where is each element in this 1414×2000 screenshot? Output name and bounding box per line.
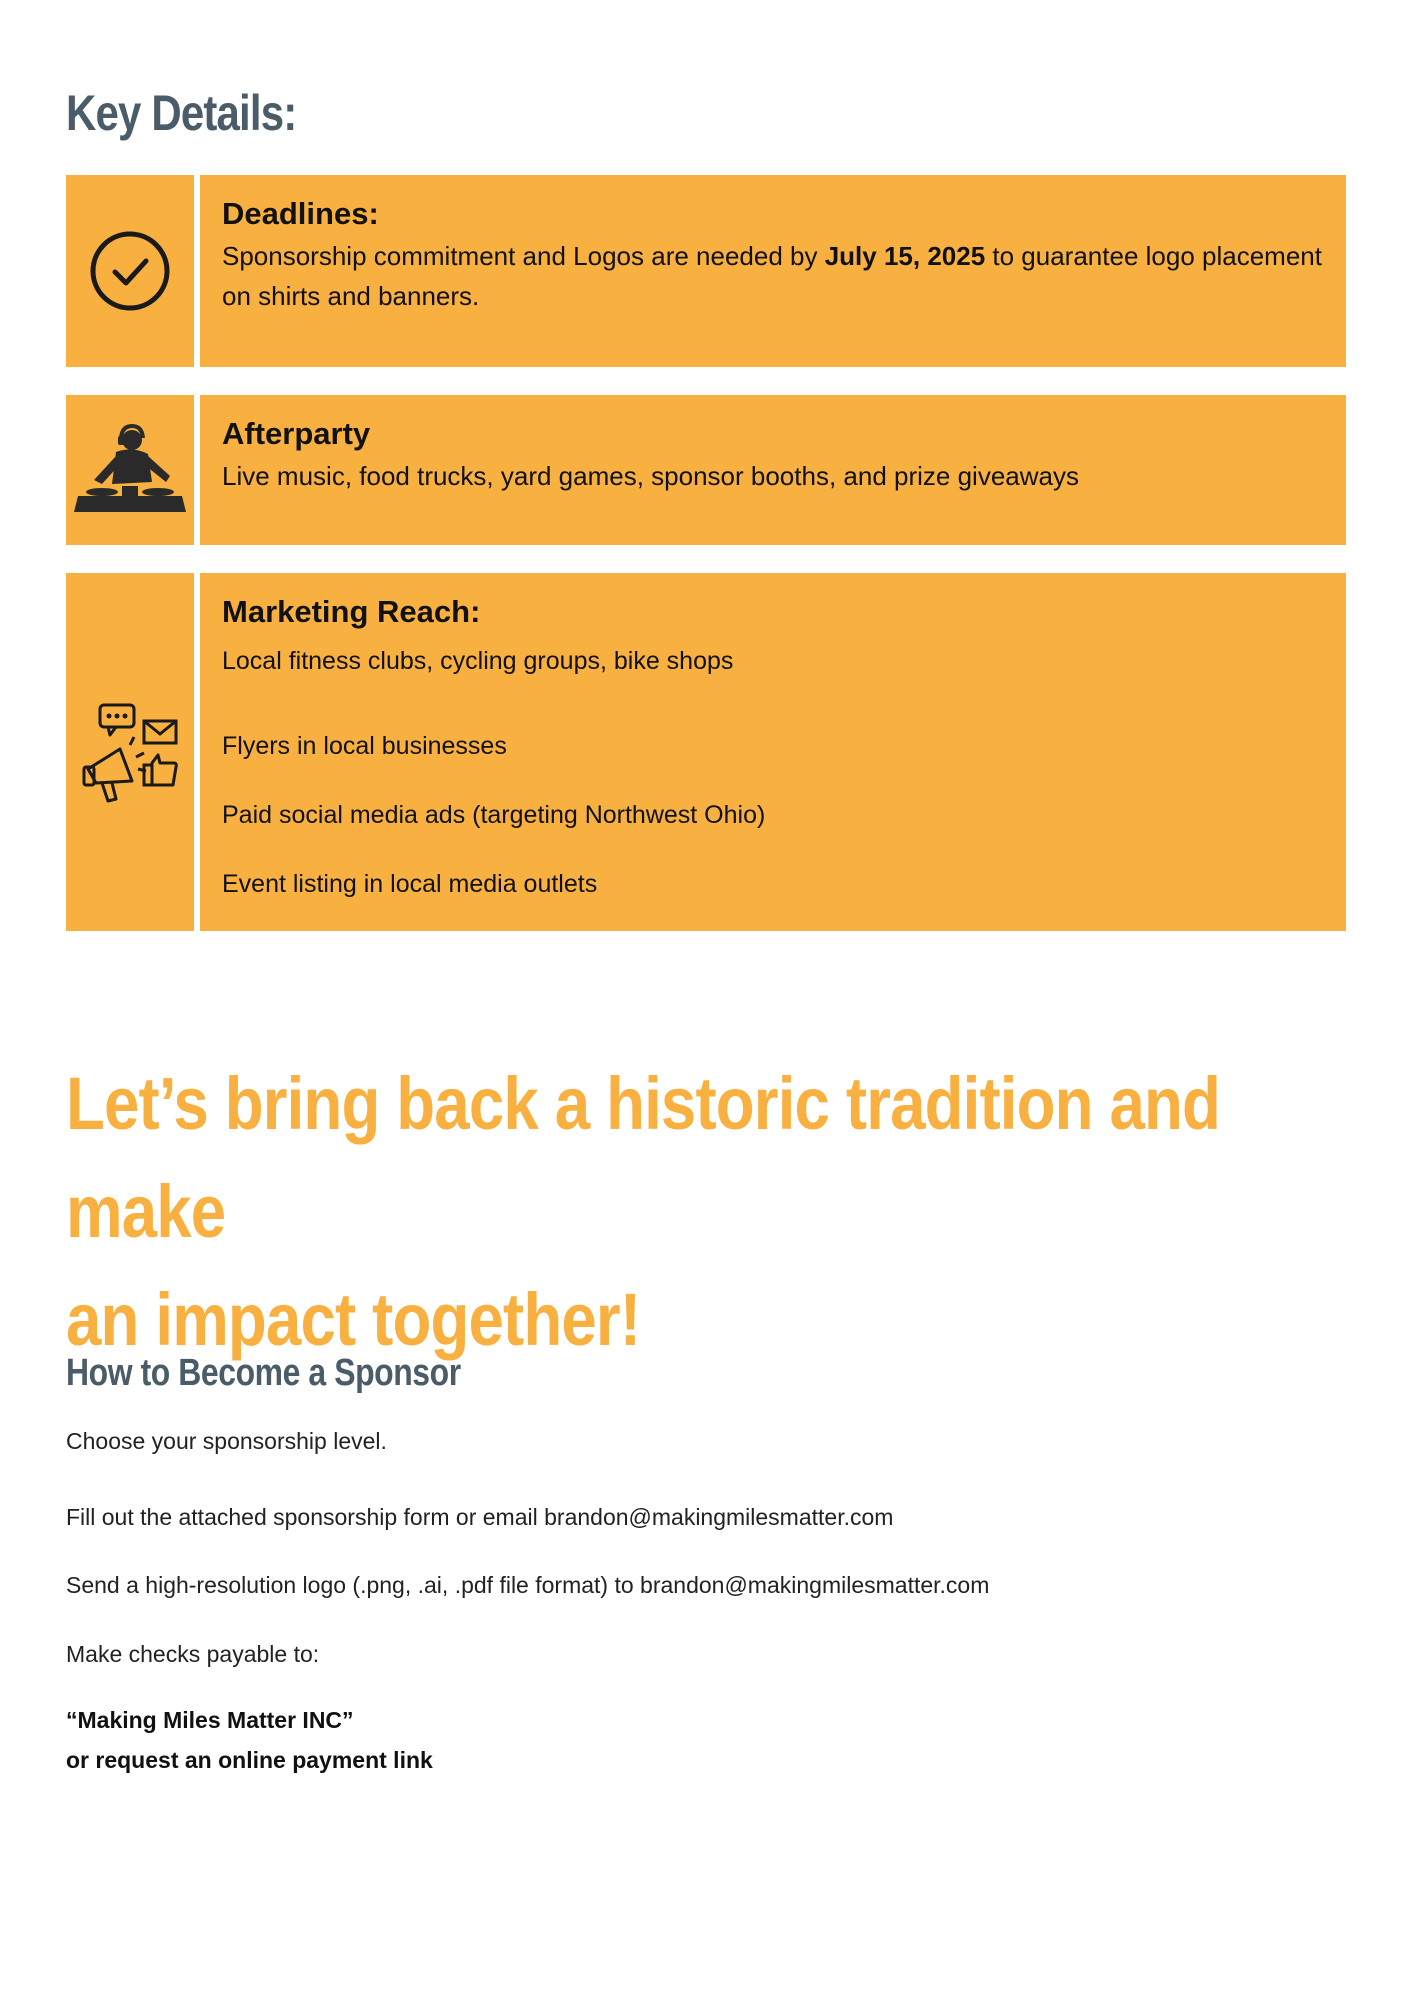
payment-link-note: or request an online payment link bbox=[66, 1747, 433, 1773]
marketing-row bbox=[66, 573, 1346, 931]
cta-line-2: an impact together! bbox=[66, 1278, 641, 1361]
step-item: Send a high-resolution logo (.png, .ai, .pdf file format) to brandon@makingmilesmatter.com bbox=[66, 1572, 990, 1598]
afterparty-title: Afterparty bbox=[222, 416, 371, 451]
deadlines-text-box bbox=[200, 175, 1346, 367]
deadlines-title: Deadlines: bbox=[222, 196, 379, 231]
afterparty-icon-box bbox=[66, 395, 194, 545]
marketing-item: Flyers in local businesses bbox=[222, 732, 507, 760]
check-circle-icon bbox=[88, 229, 172, 313]
marketing-item: Local fitness clubs, cycling groups, bike shops bbox=[222, 647, 734, 675]
afterparty-row bbox=[66, 395, 1346, 545]
deadlines-body bbox=[222, 236, 1324, 316]
step-item: Make checks payable to: bbox=[66, 1641, 320, 1667]
call-to-action-heading bbox=[66, 1050, 1356, 1374]
marketing-title: Marketing Reach: bbox=[222, 594, 481, 629]
deadline-date: July 15, 2025 bbox=[824, 241, 986, 272]
payee-info bbox=[66, 1700, 433, 1780]
deadlines-icon-box bbox=[66, 175, 194, 367]
step-item: Fill out the attached sponsorship form or email brandon@makingmilesmatter.com bbox=[66, 1504, 894, 1530]
marketing-item: Event listing in local media outlets bbox=[222, 870, 598, 898]
how-to-heading: How to Become a Sponsor bbox=[66, 1352, 461, 1394]
afterparty-body: Live music, food trucks, yard games, sponsor booths, and prize giveaways bbox=[222, 461, 1079, 492]
key-details-heading: Key Details: bbox=[66, 85, 297, 141]
deadlines-body-end: to guarantee logo placement on shirts and banners. bbox=[222, 241, 1322, 312]
marketing-text-box bbox=[200, 573, 1346, 931]
dj-icon bbox=[72, 422, 188, 518]
cta-line-1: Let’s bring back a historic tradition and make bbox=[66, 1062, 1221, 1253]
marketing-item: Paid social media ads (targeting Northwest Ohio) bbox=[222, 801, 766, 829]
megaphone-icon bbox=[80, 697, 180, 807]
step-item: Choose your sponsorship level. bbox=[66, 1428, 387, 1454]
marketing-icon-box bbox=[66, 573, 194, 931]
payee-name: “Making Miles Matter INC” bbox=[66, 1707, 354, 1733]
deadlines-row bbox=[66, 175, 1346, 367]
afterparty-text-box bbox=[200, 395, 1346, 545]
deadlines-body-start: Sponsorship commitment and Logos are needed by bbox=[222, 241, 825, 272]
